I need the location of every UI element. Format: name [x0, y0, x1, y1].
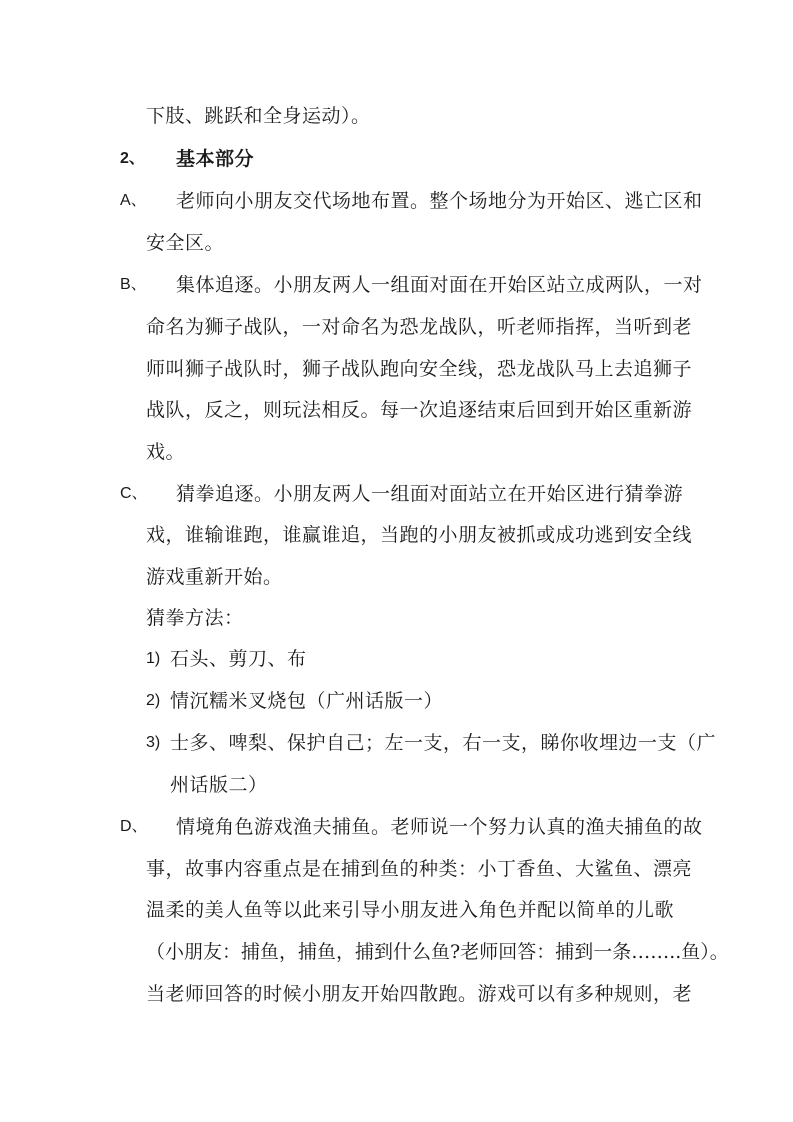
text-line: 州话版二） — [170, 774, 268, 796]
text-line: （小朋友：捕鱼，捕鱼，捕到什么鱼?老师回答：捕到一条……..鱼）。 — [146, 941, 729, 963]
item-label-c: C、 — [120, 485, 148, 502]
list-number: 3) — [146, 734, 161, 751]
text-line: 师叫狮子战队时，狮子战队跑向安全线，恐龙战队马上去追狮子 — [146, 358, 693, 380]
section-heading: 基本部分 — [176, 148, 255, 170]
item-label-b: B、 — [120, 276, 147, 293]
text-line: 集体追逐。小朋友两人一组面对面在开始区站立成两队，一对 — [176, 274, 703, 296]
text-line: 安全区。 — [146, 232, 225, 254]
text-line: 战队，反之，则玩法相反。每一次追逐结束后回到开始区重新游 — [146, 399, 693, 421]
list-item: 士多、啤梨、保护自己；左一支，右一支，睇你收埋边一支（广 — [170, 732, 717, 754]
text-line: 游戏重新开始。 — [146, 566, 283, 588]
text-line: 当老师回答的时候小朋友开始四散跑。游戏可以有多种规则，老 — [146, 983, 693, 1005]
text-line: 老师向小朋友交代场地布置。整个场地分为开始区、逃亡区和 — [176, 190, 703, 212]
section-number: 2、 — [120, 150, 145, 167]
text-line: 下肢、跳跃和全身运动）。 — [146, 105, 371, 127]
list-item: 情沉糯米叉烧包（广州话版一） — [170, 690, 444, 712]
text-line: 命名为狮子战队，一对命名为恐龙战队，听老师指挥，当听到老 — [146, 316, 693, 338]
text-line: 情境角色游戏渔夫捕鱼。老师说一个努力认真的渔夫捕鱼的故 — [176, 816, 703, 838]
item-label-a: A、 — [120, 192, 147, 209]
list-number: 2) — [146, 692, 161, 709]
text-line: 猜拳追逐。小朋友两人一组面对面站立在开始区进行猜拳游 — [176, 483, 684, 505]
list-item: 石头、剪刀、布 — [170, 648, 307, 670]
text-line: 戏。 — [146, 441, 186, 463]
text-line: 猜拳方法： — [146, 607, 244, 629]
list-number: 1) — [146, 650, 161, 667]
text-line: 戏，谁输谁跑，谁赢谁追，当跑的小朋友被抓或成功逃到安全线 — [146, 524, 693, 546]
item-label-d: D、 — [120, 818, 148, 835]
text-line: 事，故事内容重点是在捕到鱼的种类：小丁香鱼、大鲨鱼、漂亮 — [146, 858, 693, 880]
text-line: 温柔的美人鱼等以此来引导小朋友进入角色并配以简单的儿歌 — [146, 899, 674, 921]
